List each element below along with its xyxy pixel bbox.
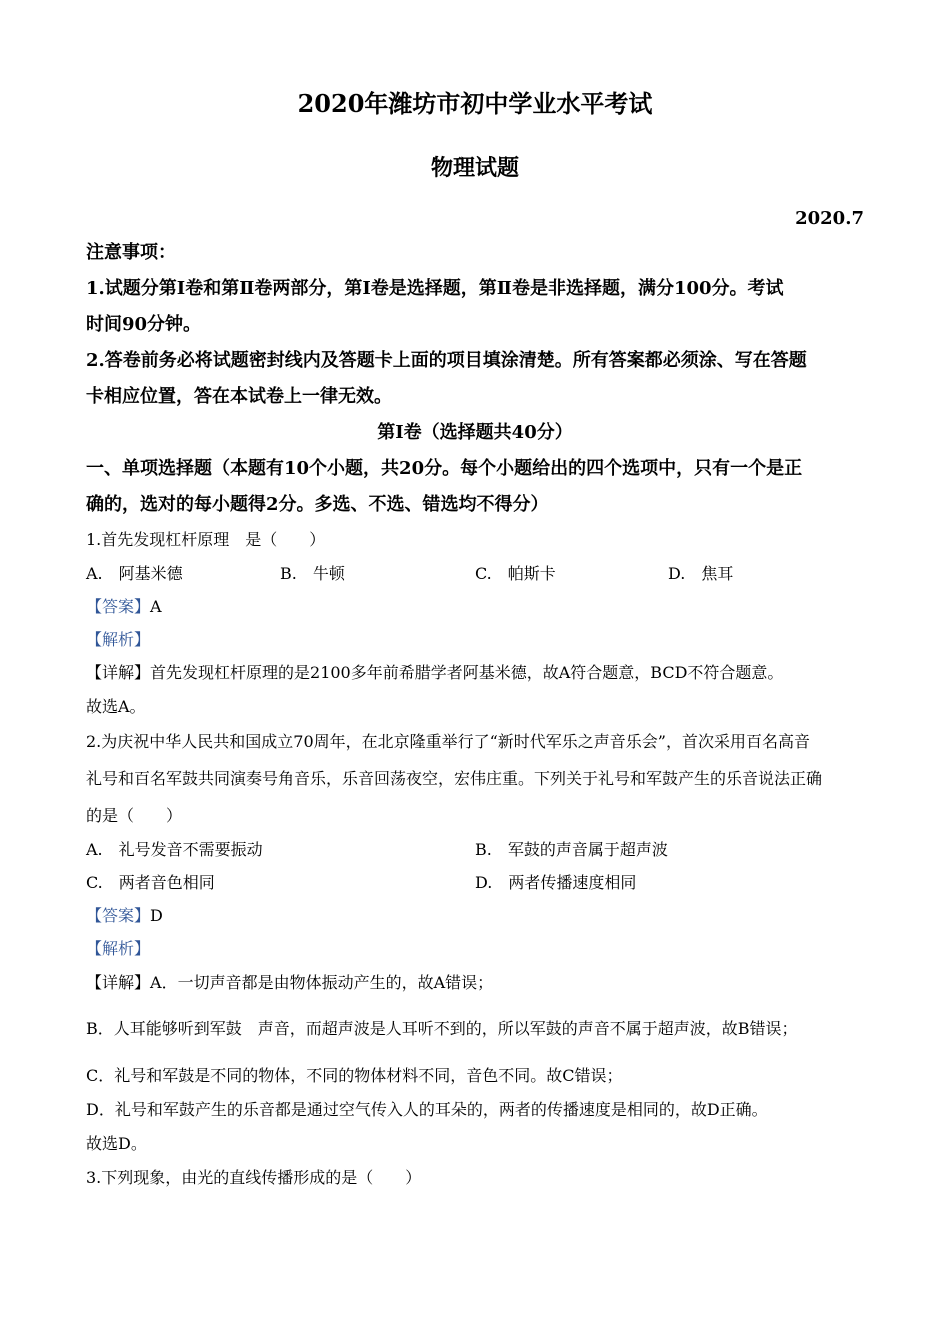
answer-value: A xyxy=(150,597,162,616)
exam-date: 2020.7 xyxy=(795,208,864,229)
notice-item-1-cont: 时间90分钟。 xyxy=(86,314,202,335)
part-instructions: 一、单项选择题（本题有10个小题，共20分。每个小题给出的四个选项中，只有一个是正 xyxy=(86,458,803,479)
q1-option-d: D. 焦耳 xyxy=(668,564,734,583)
detail-text: A．一切声音都是由物体振动产生的，故A错误； xyxy=(150,973,494,992)
section-title: 第Ⅰ卷（选择题共40分） xyxy=(377,422,573,443)
q2-detail-b: B．人耳能够听到军鼓 声音，而超声波是人耳听不到的，所以军鼓的声音不属于超声波，故B错误； xyxy=(86,1019,798,1038)
notice-item-2: 2.答卷前务必将试题密封线内及答题卡上面的项目填涂清楚。所有答案都必须涂、写在答题 xyxy=(86,350,807,371)
q1-conclusion: 故选A。 xyxy=(86,697,146,716)
q2-option-d: D. 两者传播速度相同 xyxy=(475,873,637,892)
q1-answer xyxy=(86,599,162,615)
q1-stem: 1.首先发现杠杆原理 是（ ） xyxy=(86,530,326,549)
notice-item-1: 1.试题分第Ⅰ卷和第Ⅱ卷两部分，第Ⅰ卷是选择题，第Ⅱ卷是非选择题，满分100分。考试 xyxy=(86,278,784,299)
q2-option-b: B. 军鼓的声音属于超声波 xyxy=(475,840,668,859)
q2-detail-d: D．礼号和军鼓产生的乐音都是通过空气传入人的耳朵的，两者的传播速度是相同的，故D正确。 xyxy=(86,1100,768,1119)
exam-title: 2020年潍坊市初中学业水平考试 xyxy=(297,89,653,118)
q1-option-a: A. 阿基米德 xyxy=(86,564,183,583)
q2-answer xyxy=(86,908,163,924)
q2-stem-end: 的是（ ） xyxy=(86,806,183,825)
answer-tag: 【答案】 xyxy=(86,597,151,616)
detail-text: 首先发现杠杆原理的是2100多年前希腊学者阿基米德，故A符合题意，BCD不符合题意。 xyxy=(150,663,784,682)
q2-detail-a xyxy=(86,975,493,991)
q2-option-a: A. 礼号发音不需要振动 xyxy=(86,840,263,859)
q3-stem: 3.下列现象，由光的直线传播形成的是（ ） xyxy=(86,1168,422,1187)
notice-item-2-cont: 卡相应位置，答在本试卷上一律无效。 xyxy=(86,386,392,407)
q1-option-b: B. 牛顿 xyxy=(280,564,345,583)
q1-option-c: C. 帕斯卡 xyxy=(475,564,556,583)
q2-stem: 2.为庆祝中华人民共和国成立70周年，在北京隆重举行了“新时代军乐之声音乐会”，首次采用百名高音 xyxy=(86,732,810,751)
detail-tag: 【详解】 xyxy=(86,663,151,682)
part-instructions-cont: 确的，选对的每小题得2分。多选、不选、错选均不得分） xyxy=(86,494,549,515)
q2-detail-c: C．礼号和军鼓是不同的物体，不同的物体材料不同，音色不同。故C错误； xyxy=(86,1066,623,1085)
q2-analysis-tag: 【解析】 xyxy=(86,939,151,958)
q2-conclusion: 故选D。 xyxy=(86,1134,147,1153)
q1-analysis-tag: 【解析】 xyxy=(86,630,151,649)
q2-option-c: C. 两者音色相同 xyxy=(86,873,215,892)
detail-tag: 【详解】 xyxy=(86,973,151,992)
answer-tag: 【答案】 xyxy=(86,906,151,925)
exam-subtitle: 物理试题 xyxy=(430,155,519,181)
answer-value: D xyxy=(150,906,163,925)
q1-detail xyxy=(86,665,783,681)
notice-heading: 注意事项： xyxy=(86,242,176,263)
q2-stem-cont: 礼号和百名军鼓共同演奏号角音乐，乐音回荡夜空，宏伟庄重。下列关于礼号和军鼓产生的乐音说法正确 xyxy=(86,769,823,788)
